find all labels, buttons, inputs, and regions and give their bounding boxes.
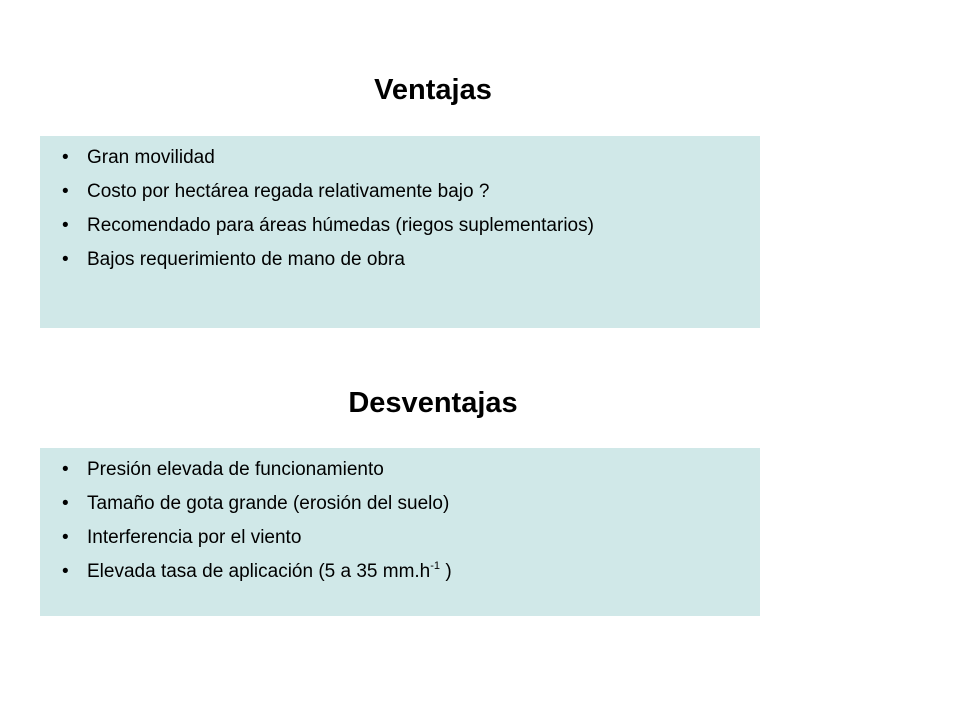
desventajas-list <box>40 454 760 590</box>
list-item-text <box>87 561 452 582</box>
list-item <box>40 210 760 244</box>
bullet-icon: • <box>62 147 69 168</box>
list-item <box>40 176 760 210</box>
list-item-text: Costo por hectárea regada relativamente bajo ? <box>87 181 490 202</box>
list-item <box>40 454 760 488</box>
bullet-icon: • <box>62 527 69 548</box>
bullet-icon: • <box>62 493 69 514</box>
list-item-text: Bajos requerimiento de mano de obra <box>87 249 405 270</box>
list-item <box>40 488 760 522</box>
list-item-text: Presión elevada de funcionamiento <box>87 459 384 480</box>
ventajas-heading: Ventajas <box>374 74 492 106</box>
desventajas-panel <box>40 448 760 616</box>
list-item-main-text: Elevada tasa de aplicación (5 a 35 mm.h <box>87 561 431 582</box>
bullet-icon: • <box>62 215 69 236</box>
list-item-text: Tamaño de gota grande (erosión del suelo) <box>87 493 450 514</box>
list-item-suffix: ) <box>440 561 452 582</box>
list-item <box>40 244 760 278</box>
ventajas-panel <box>40 136 760 328</box>
superscript-exponent: -1 <box>430 560 441 572</box>
bullet-icon: • <box>62 459 69 480</box>
list-item <box>40 556 760 590</box>
list-item <box>40 522 760 556</box>
bullet-icon: • <box>62 249 69 270</box>
list-item <box>40 142 760 176</box>
bullet-icon: • <box>62 181 69 202</box>
list-item-text: Recomendado para áreas húmedas (riegos suplementarios) <box>87 215 594 236</box>
ventajas-list <box>40 142 760 278</box>
list-item-text: Interferencia por el viento <box>87 527 302 548</box>
list-item-text: Gran movilidad <box>87 147 215 168</box>
desventajas-heading: Desventajas <box>348 387 518 419</box>
bullet-icon: • <box>62 561 69 582</box>
